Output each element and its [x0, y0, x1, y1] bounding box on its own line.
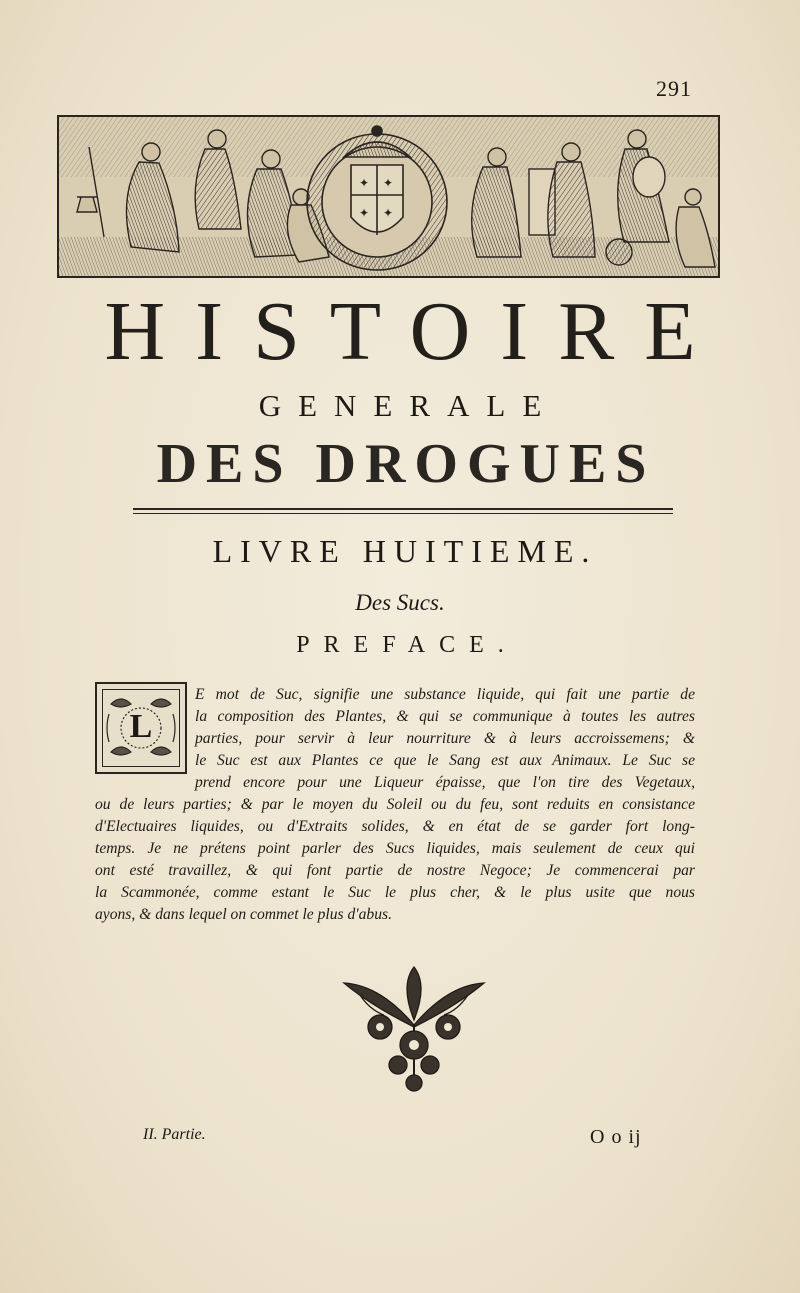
preface-heading: PREFACE. — [296, 632, 518, 658]
svg-text:✦: ✦ — [383, 206, 394, 220]
paragraph-line: temps. Je ne prétens point parler des Sucs liquides, mais seulement de ceux qui — [95, 840, 695, 857]
drop-cap-letter: L — [129, 708, 153, 745]
floral-tailpiece — [340, 965, 488, 1093]
title-histoire: HISTOIRE — [104, 285, 726, 378]
paragraph-line: ayons, & dans lequel on commet le plus d'abus. — [95, 906, 392, 923]
paragraph-line: ou de leurs parties; & par le moyen du Soleil ou du feu, sont reduits en consistance — [95, 796, 695, 813]
ornamental-drop-cap — [95, 682, 187, 774]
signature-mark: II. Partie. — [143, 1126, 206, 1143]
svg-text:✦: ✦ — [383, 176, 394, 190]
svg-text:✦: ✦ — [359, 176, 370, 190]
title-des-drogues: DES DROGUES — [156, 433, 656, 495]
page-number: 291 — [656, 76, 692, 101]
catchword: O o ij — [590, 1126, 642, 1148]
book-heading: LIVRE HUITIEME. — [212, 533, 598, 569]
svg-text:✦: ✦ — [359, 206, 370, 220]
paragraph-line: ont esté travaillez, & qui font partie de nostre Negoce; Je commencerai par — [95, 862, 695, 879]
section-title: Des Sucs. — [355, 590, 445, 615]
title-rule-thin — [133, 513, 673, 514]
paragraph-line: la Scammonée, comme estant le Suc le plus cher, & le plus usite que nous — [95, 884, 695, 901]
paragraph-line: d'Electuaires liquides, ou d'Extraits solides, & en état de se garder fort long- — [95, 818, 695, 835]
paragraph-line: la composition des Plantes, & qui se communique à toutes les autres — [195, 708, 695, 725]
title-rule — [133, 508, 673, 510]
paragraph-line: le Suc est aux Plantes ce que le Sang est aux Animaux. Le Suc se — [195, 752, 695, 769]
title-generale: GENERALE — [258, 388, 559, 423]
engraved-headpiece — [57, 115, 720, 278]
paragraph-line: prend encore pour une Liqueur épaisse, que l'on tire des Vegetaux, — [195, 774, 695, 791]
paragraph-line: E mot de Suc, signifie une substance liquide, qui fait une partie de — [195, 686, 695, 703]
paragraph-line: parties, pour servir à leur nourriture & à leurs accroissemens; & — [195, 730, 695, 747]
